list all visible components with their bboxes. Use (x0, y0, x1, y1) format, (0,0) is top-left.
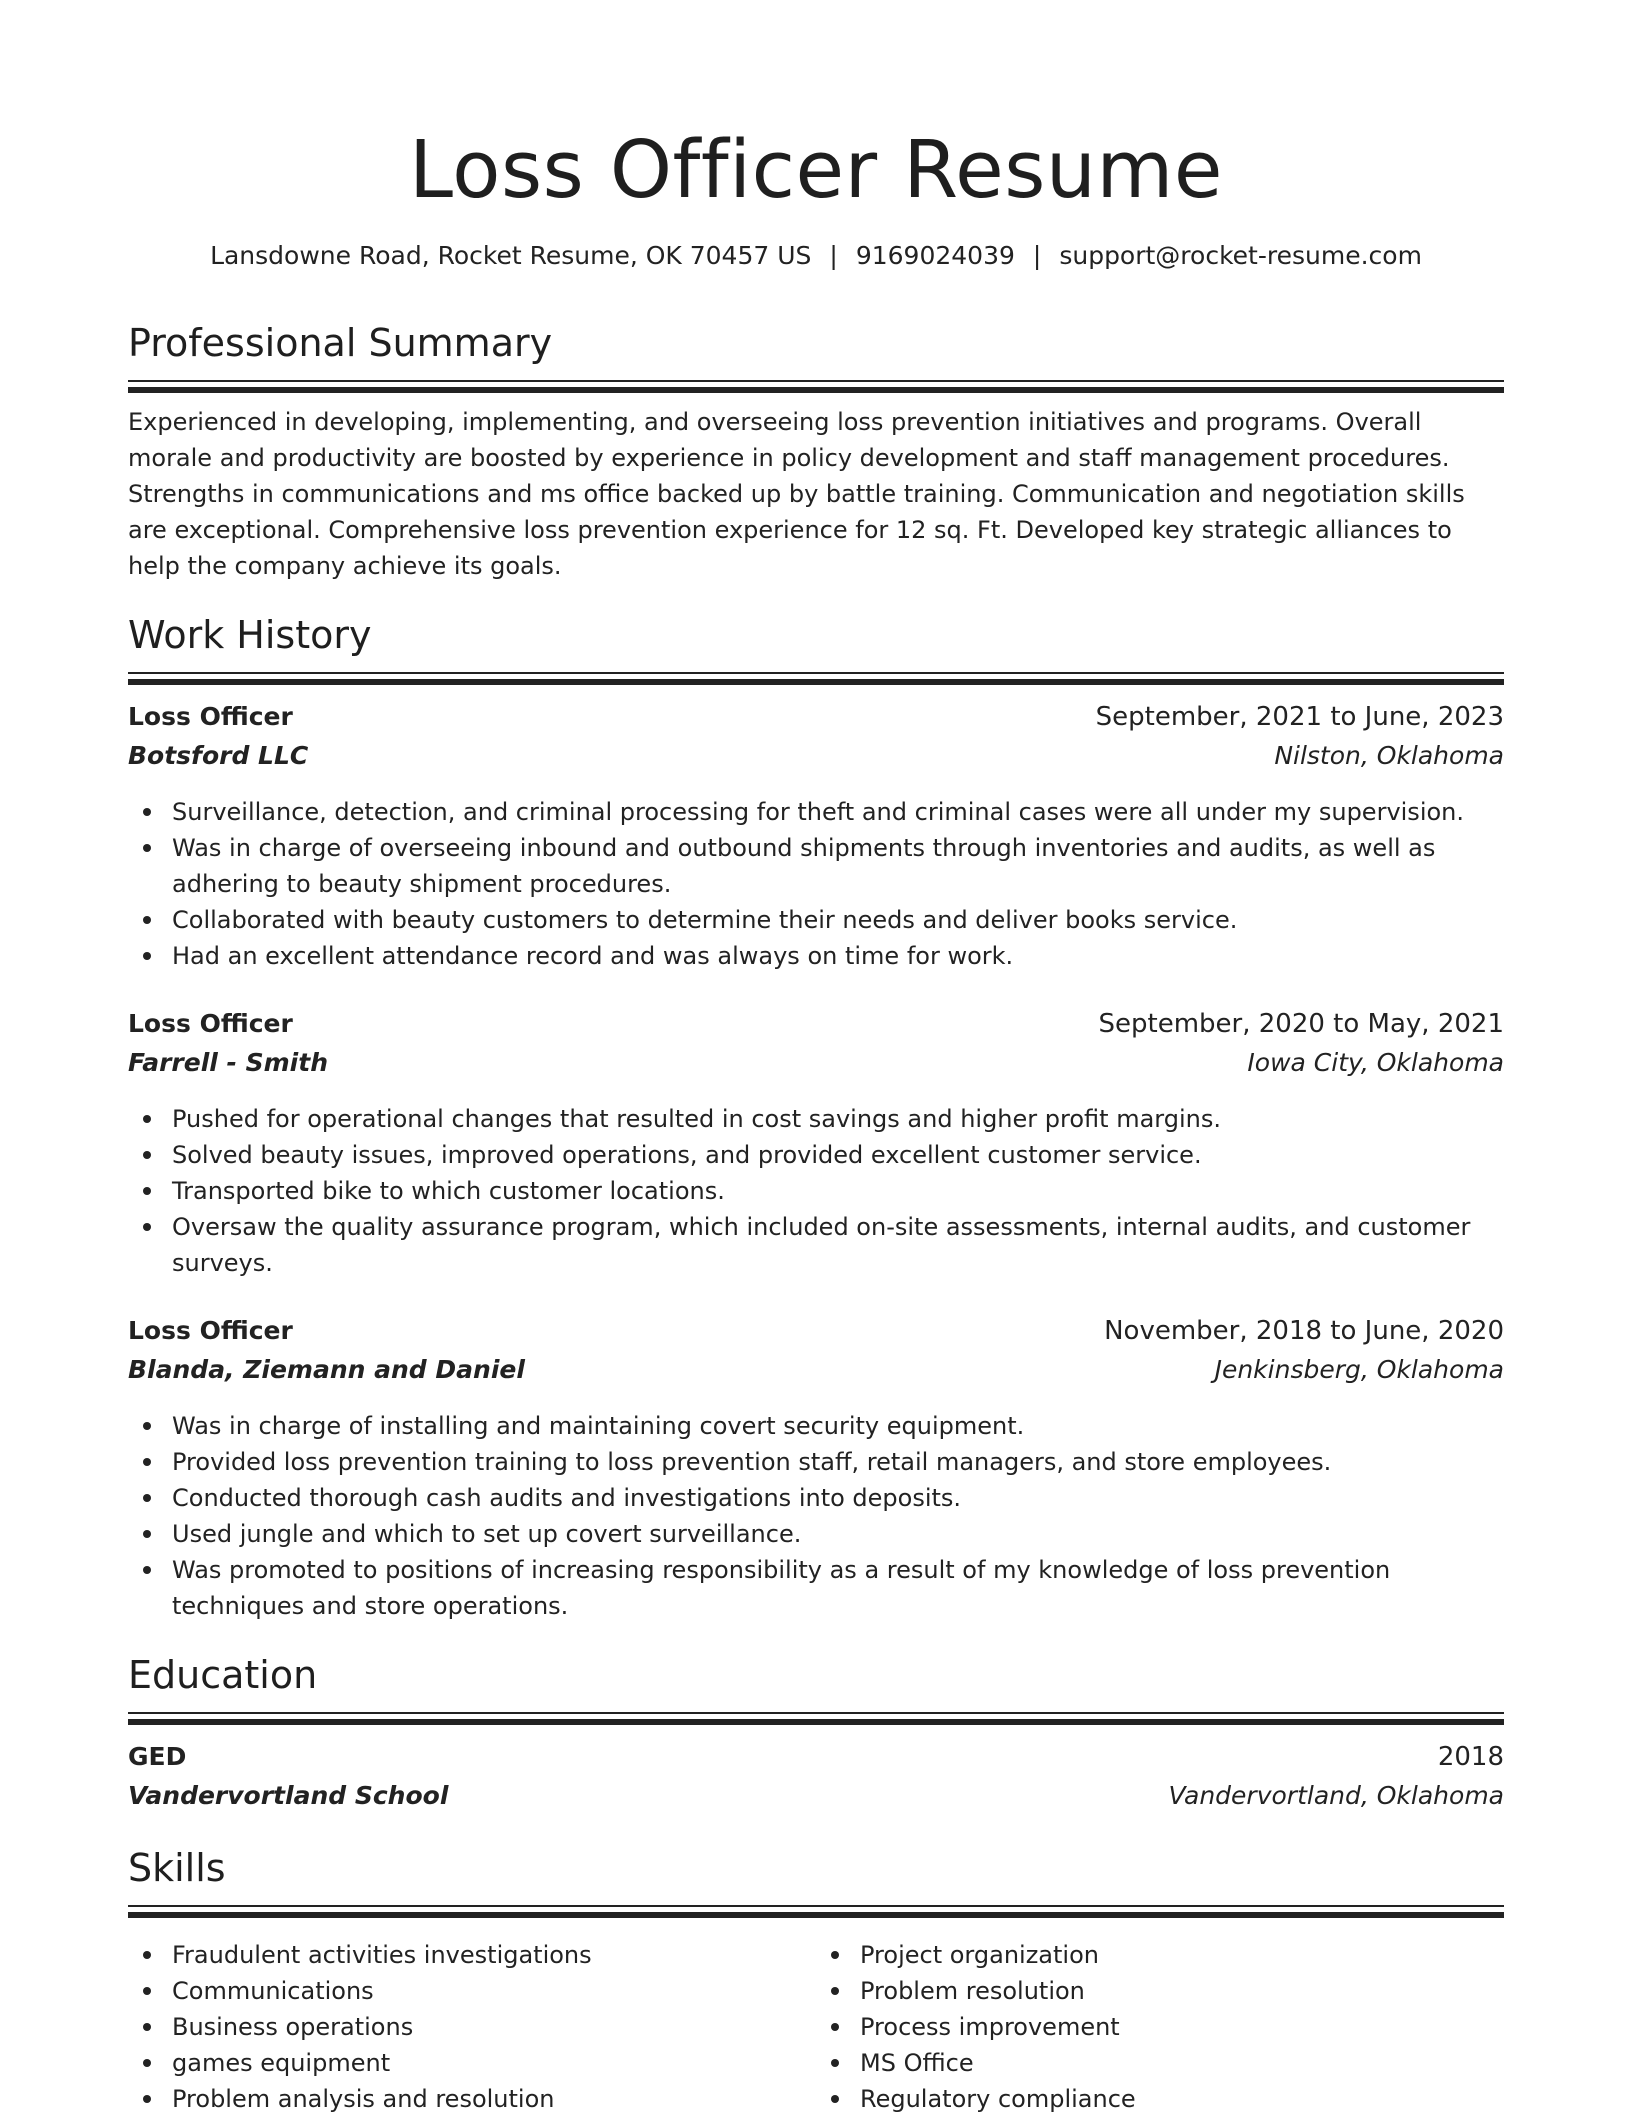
list-item: Was promoted to positions of increasing responsibility as a result of my knowledge of loss prevention techniques and store operations. (128, 1552, 1504, 1624)
section-divider (128, 672, 1504, 682)
education-heading: Education (128, 1653, 318, 1697)
job-company: Farrell - Smith (128, 1048, 328, 1077)
work-heading: Work History (128, 613, 372, 657)
job-dates: September, 2021 to June, 2023 (1095, 702, 1504, 732)
list-item: Business operations (128, 2009, 816, 2045)
job-company: Botsford LLC (128, 741, 309, 770)
job-title: Loss Officer (128, 702, 293, 731)
list-item: Oversaw the quality assurance program, which included on-site assessments, internal audits, and customer surveys. (128, 1209, 1504, 1281)
education-section-header (128, 1650, 1504, 1722)
list-item: Problem analysis and resolution (128, 2081, 816, 2112)
list-item: Process improvement (816, 2009, 1504, 2045)
list-item: Was in charge of installing and maintaining covert security equipment. (128, 1408, 1504, 1444)
list-item: Had an excellent attendance record and was always on time for work. (128, 938, 1504, 974)
list-item: Transported bike to which customer locations. (128, 1173, 1504, 1209)
job-bullets (128, 1101, 1504, 1281)
summary-section-header (128, 318, 1504, 390)
list-item: Used jungle and which to set up covert surveillance. (128, 1516, 1504, 1552)
education-location: Vandervortland, Oklahoma (1168, 1781, 1504, 1810)
list-item: Project organization (816, 1937, 1504, 1973)
section-divider (128, 1712, 1504, 1722)
skills-column-right (816, 1937, 1504, 2112)
job-entry (128, 702, 1504, 974)
skills-column-left (128, 1937, 816, 2112)
list-item: Problem resolution (816, 1973, 1504, 2009)
education-school: Vandervortland School (128, 1781, 449, 1810)
list-item: MS Office (816, 2045, 1504, 2081)
list-item: Pushed for operational changes that resulted in cost savings and higher profit margins. (128, 1101, 1504, 1137)
work-section-header (128, 610, 1504, 682)
job-entry (128, 1009, 1504, 1281)
education-entry (128, 1742, 1504, 1820)
list-item: Collaborated with beauty customers to determine their needs and deliver books service. (128, 902, 1504, 938)
list-item: games equipment (128, 2045, 816, 2081)
list-item: Conducted thorough cash audits and investigations into deposits. (128, 1480, 1504, 1516)
job-location: Jenkinsberg, Oklahoma (1214, 1355, 1504, 1384)
resume-page (128, 0, 1504, 2112)
list-item: Surveillance, detection, and criminal processing for theft and criminal cases were all under my supervision. (128, 794, 1504, 830)
job-bullets (128, 794, 1504, 974)
job-bullets (128, 1408, 1504, 1624)
list-item: Was in charge of overseeing inbound and outbound shipments through inventories and audits, as well as adhering to beauty shipment procedures. (128, 830, 1504, 902)
job-location: Iowa City, Oklahoma (1247, 1048, 1504, 1077)
skills-list (128, 1937, 1504, 2112)
list-item: Fraudulent activities investigations (128, 1937, 816, 1973)
list-item: Regulatory compliance (816, 2081, 1504, 2112)
education-degree: GED (128, 1742, 187, 1771)
contact-address: Lansdowne Road, Rocket Resume, OK 70457 US (210, 241, 812, 270)
job-location: Nilston, Oklahoma (1274, 741, 1504, 770)
list-item: Provided loss prevention training to loss prevention staff, retail managers, and store employees. (128, 1444, 1504, 1480)
job-dates: September, 2020 to May, 2021 (1098, 1009, 1504, 1039)
summary-heading: Professional Summary (128, 321, 553, 365)
skills-section-header (128, 1843, 1504, 1915)
skills-heading: Skills (128, 1846, 226, 1890)
contact-separator: | (829, 241, 838, 270)
summary-text: Experienced in developing, implementing, and overseeing loss prevention initiatives and programs. Overall morale and productivity are boosted by experience in policy development and staff management procedures. Strengths in communications and ms office backed up by battle training. Communication and negotiation skills are exceptional. Comprehensive loss prevention experience for 12 sq. Ft. Developed key strategic alliances to help the company achieve its goals. (128, 408, 1465, 580)
section-divider (128, 1905, 1504, 1915)
list-item: Communications (128, 1973, 816, 2009)
job-entry (128, 1316, 1504, 1624)
contact-line (128, 236, 1504, 276)
job-dates: November, 2018 to June, 2020 (1104, 1316, 1504, 1346)
job-company: Blanda, Ziemann and Daniel (128, 1355, 525, 1384)
contact-phone: 9169024039 (855, 241, 1015, 270)
contact-separator: | (1032, 241, 1042, 270)
list-item: Solved beauty issues, improved operations, and provided excellent customer service. (128, 1137, 1504, 1173)
education-year: 2018 (1437, 1742, 1504, 1772)
section-divider (128, 380, 1504, 390)
job-title: Loss Officer (128, 1316, 293, 1345)
contact-email: support@rocket-resume.com (1059, 241, 1422, 270)
resume-title: Loss Officer Resume (408, 124, 1223, 216)
job-title: Loss Officer (128, 1009, 293, 1038)
